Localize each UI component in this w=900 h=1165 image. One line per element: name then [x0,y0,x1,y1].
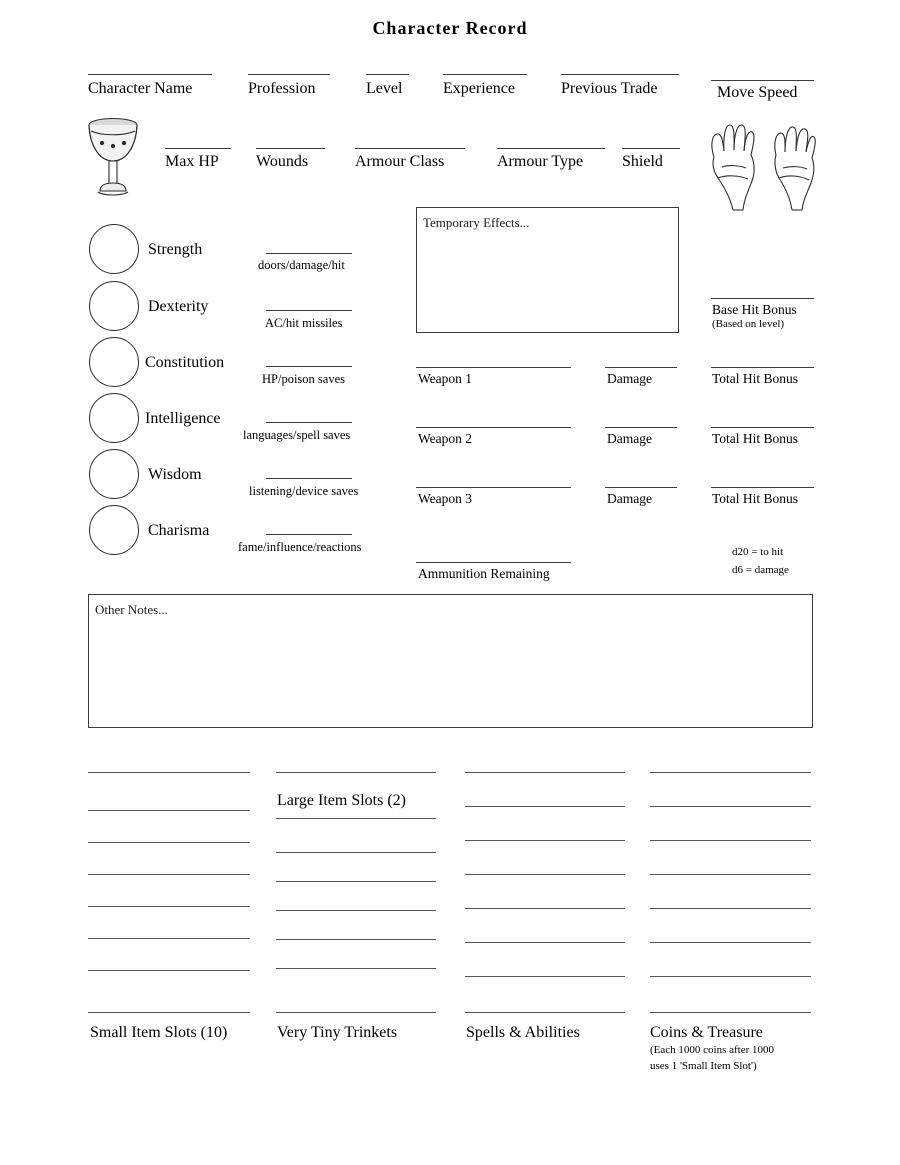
intelligence-label: Intelligence [145,410,221,427]
weapon-2-line[interactable] [416,427,571,428]
charisma-score-circle[interactable] [89,505,139,555]
weapon-3-total-hit-bonus-label: Total Hit Bonus [712,491,799,506]
spell-line[interactable] [465,976,625,977]
armour-class-label: Armour Class [355,153,445,170]
base-hit-bonus-note: (Based on level) [712,318,785,330]
strength-sub-label: doors/damage/hit [258,258,345,272]
wounds-label: Wounds [256,153,309,170]
weapon-1-total-hit-bonus-label: Total Hit Bonus [712,371,799,386]
small-item-slot-line[interactable] [88,772,250,773]
spell-line[interactable] [465,772,625,773]
level-label: Level [366,80,403,97]
base-hit-bonus-label: Base Hit Bonus [712,302,797,317]
large-item-slot-line[interactable] [276,772,436,773]
wisdom-sub-label: listening/device saves [249,484,359,498]
weapon-1-line[interactable] [416,367,571,368]
spell-line[interactable] [465,874,625,875]
trinket-line[interactable] [276,1012,436,1013]
coins-treasure-note-2: uses 1 'Small Item Slot') [650,1060,757,1072]
weapon-1-total-hit-bonus-line[interactable] [711,367,814,368]
treasure-line[interactable] [650,874,811,875]
weapon-2-total-hit-bonus-line[interactable] [711,427,814,428]
chalice-icon [82,113,152,198]
treasure-line[interactable] [650,806,811,807]
experience-line[interactable] [443,74,527,75]
level-line[interactable] [366,74,409,75]
small-item-slot-line[interactable] [88,810,250,811]
charisma-modifier-line[interactable] [266,534,352,535]
constitution-sub-label: HP/poison saves [262,372,345,386]
dexterity-label: Dexterity [148,298,209,315]
weapon-2-label: Weapon 2 [418,431,473,446]
max-hp-line[interactable] [165,148,231,149]
very-tiny-trinkets-title: Very Tiny Trinkets [277,1024,398,1041]
strength-modifier-line[interactable] [266,253,352,254]
constitution-modifier-line[interactable] [266,366,352,367]
trinket-line[interactable] [276,968,436,969]
weapon-3-damage-label: Damage [607,491,652,506]
weapon-1-damage-label: Damage [607,371,652,386]
spell-line[interactable] [465,840,625,841]
treasure-line[interactable] [650,840,811,841]
trinket-line[interactable] [276,939,436,940]
treasure-line[interactable] [650,942,811,943]
ammunition-line[interactable] [416,562,571,563]
max-hp-label: Max HP [165,153,219,170]
charisma-label: Charisma [148,522,210,539]
trinket-line[interactable] [276,881,436,882]
weapon-2-damage-line[interactable] [605,427,677,428]
intelligence-modifier-line[interactable] [266,422,352,423]
charisma-sub-label: fame/influence/reactions [238,540,362,554]
experience-label: Experience [443,80,515,97]
treasure-line[interactable] [650,976,811,977]
strength-score-circle[interactable] [89,224,139,274]
dexterity-modifier-line[interactable] [266,310,352,311]
spell-line[interactable] [465,806,625,807]
weapon-2-damage-label: Damage [607,431,652,446]
wounds-line[interactable] [256,148,325,149]
profession-label: Profession [248,80,316,97]
character-name-label: Character Name [88,80,193,97]
dexterity-score-circle[interactable] [89,281,139,331]
spell-line[interactable] [465,1012,625,1013]
treasure-line[interactable] [650,1012,811,1013]
weapon-2-total-hit-bonus-label: Total Hit Bonus [712,431,799,446]
spell-line[interactable] [465,942,625,943]
weapon-3-label: Weapon 3 [418,491,473,506]
armour-class-line[interactable] [355,148,465,149]
dice-note-damage: d6 = damage [732,564,789,576]
base-hit-bonus-line[interactable] [711,298,814,299]
treasure-line[interactable] [650,908,811,909]
dexterity-sub-label: AC/hit missiles [265,316,343,330]
large-item-slot-line[interactable] [276,818,436,819]
small-item-slot-line[interactable] [88,938,250,939]
constitution-label: Constitution [145,354,225,371]
page-title: Character Record [372,18,528,38]
temporary-effects-box[interactable] [416,207,679,333]
temporary-effects-placeholder: Temporary Effects... [423,215,530,230]
spells-abilities-title: Spells & Abilities [466,1024,580,1041]
small-item-slot-line[interactable] [88,842,250,843]
wisdom-score-circle[interactable] [89,449,139,499]
wisdom-label: Wisdom [148,466,202,483]
move-speed-label: Move Speed [717,84,798,101]
other-notes-placeholder: Other Notes... [95,602,168,617]
weapon-1-label: Weapon 1 [418,371,473,386]
shield-label: Shield [622,153,663,170]
large-item-slots-header: Large Item Slots (2) [277,792,407,809]
intelligence-sub-label: languages/spell saves [243,428,351,442]
intelligence-score-circle[interactable] [89,393,139,443]
armour-type-line[interactable] [497,148,605,149]
small-item-slots-title: Small Item Slots (10) [90,1024,228,1041]
previous-trade-line[interactable] [561,74,679,75]
small-item-slot-line[interactable] [88,1012,250,1013]
shield-line[interactable] [622,148,680,149]
character-name-line[interactable] [88,74,212,75]
wisdom-modifier-line[interactable] [266,478,352,479]
small-item-slot-line[interactable] [88,970,250,971]
dice-note-to-hit: d20 = to hit [732,546,784,558]
constitution-score-circle[interactable] [89,337,139,387]
hands-icon [700,105,825,215]
profession-line[interactable] [248,74,330,75]
strength-label: Strength [148,241,203,258]
trinket-line[interactable] [276,910,436,911]
treasure-line[interactable] [650,772,811,773]
other-notes-box[interactable] [88,594,813,728]
weapon-3-line[interactable] [416,487,571,488]
coins-treasure-note-1: (Each 1000 coins after 1000 [650,1044,775,1056]
small-item-slot-line[interactable] [88,906,250,907]
trinket-line[interactable] [276,852,436,853]
small-item-slot-line[interactable] [88,874,250,875]
weapon-3-total-hit-bonus-line[interactable] [711,487,814,488]
coins-treasure-title: Coins & Treasure [650,1024,763,1041]
armour-type-label: Armour Type [497,153,584,170]
spell-line[interactable] [465,908,625,909]
weapon-1-damage-line[interactable] [605,367,677,368]
ammunition-label: Ammunition Remaining [418,566,550,581]
weapon-3-damage-line[interactable] [605,487,677,488]
move-speed-line[interactable] [711,80,814,81]
previous-trade-label: Previous Trade [561,80,658,97]
